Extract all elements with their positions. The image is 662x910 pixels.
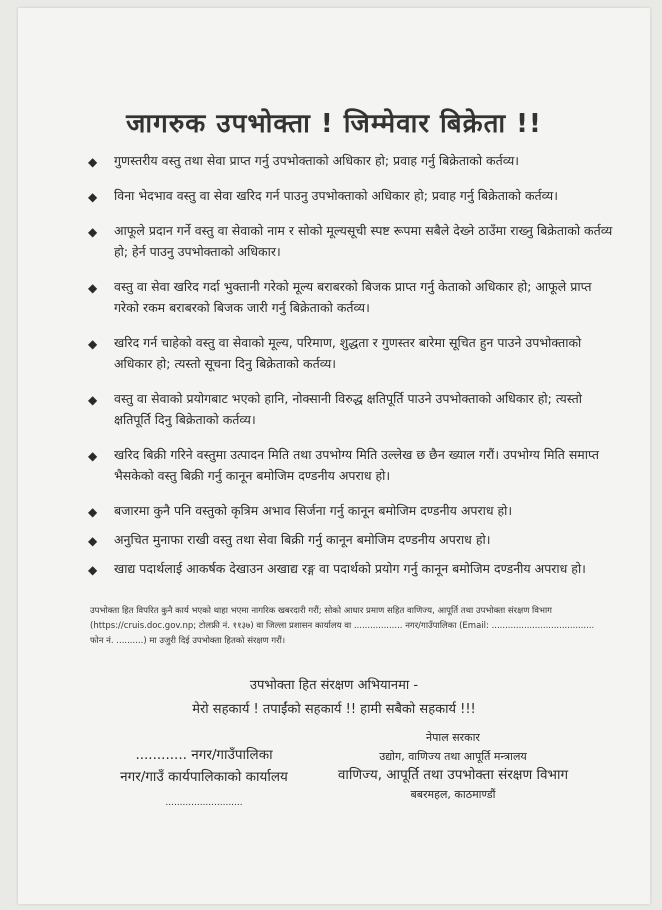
list-item [88, 220, 618, 262]
bullet-text: खाद्य पदार्थलाई आकर्षक देखाउन अखाद्य रङ्ग वा पदार्थको प्रयोग गर्नु कानून बमोजिम दण्डनीय अपराध हो। [114, 561, 586, 576]
diamond-bullet-icon: ◆ [88, 337, 98, 351]
govt-line-4: बबरमहल, काठमाण्डौं [410, 788, 496, 801]
office-name: नगर/गाउँ कार्यपालिकाको कार्यालय [120, 769, 288, 785]
municipality-name: ............ नगर/गाउँपालिका [135, 747, 273, 763]
govt-line-1: नेपाल सरकार [426, 731, 480, 744]
diamond-bullet-icon: ◆ [88, 155, 98, 169]
bullet-text: अनुचित मुनाफा राखी वस्तु तथा सेवा बिक्री गर्नु कानून बमोजिम दण्डनीय अपराध हो। [114, 532, 491, 547]
bullet-text: वस्तु वा सेवा खरिद गर्दा भुक्तानी गरेको मूल्य बराबरको बिजक प्राप्त गर्नु केताको अधिकार हो; आफूले प्राप्त गरेको रकम बराबरको बिजक जारी गर्नु बिक्रेताको कर्तव्य। [114, 279, 592, 315]
diamond-bullet-icon: ◆ [88, 190, 98, 204]
list-item [88, 332, 618, 374]
list-item [88, 500, 618, 521]
govt-line-3: वाणिज्य, आपूर्ति तथा उपभोक्ता संरक्षण विभाग [337, 767, 569, 783]
diamond-bullet-icon: ◆ [88, 281, 98, 295]
diamond-bullet-icon: ◆ [88, 393, 98, 407]
bullet-text: विना भेदभाव वस्तु वा सेवा खरिद गर्न पाउनु उपभोक्ताको अधिकार हो; प्रवाह गर्नु बिक्रेताको कर्तव्य। [114, 188, 558, 203]
page-title: जागरुक उपभोक्ता ! जिम्मेवार बिक्रेता !! [126, 109, 542, 139]
list-item [88, 558, 618, 579]
bullet-text: गुणस्तरीय वस्तु तथा सेवा प्राप्त गर्नु उपभोक्ताको अधिकार हो; प्रवाह गर्नु बिक्रेताको कर्तव्य। [114, 153, 520, 168]
diamond-bullet-icon: ◆ [88, 563, 98, 577]
list-item [88, 276, 618, 318]
bullet-text: वस्तु वा सेवाको प्रयोगबाट भएको हानि, नोक्सानी विरुद्ध क्षतिपूर्ति पाउने उपभोक्ताको अधिकार हो; त्यस्तो क्षतिपूर्ति दिनु बिक्रेताको कर्तव्य। [114, 391, 582, 427]
list-item [88, 388, 618, 430]
signature-dots: ........................... [165, 798, 243, 808]
campaign-line-2: मेरो सहकार्य ! तपाईंको सहकार्य !! हामी सबैको सहकार्य !!! [192, 702, 476, 717]
list-item [88, 150, 618, 171]
bullet-text: बजारमा कुनै पनि वस्तुको कृत्रिम अभाव सिर्जना गर्नु कानून बमोजिम दण्डनीय अपराध हो। [114, 503, 513, 518]
campaign-slogan [18, 674, 650, 722]
diamond-bullet-icon: ◆ [88, 449, 98, 463]
list-item [88, 444, 618, 486]
govt-line-2: उद्योग, वाणिज्य तथा आपूर्ति मन्त्रालय [379, 750, 527, 763]
bullet-text: खरिद बिक्री गरिने वस्तुमा उत्पादन मिति तथा उपभोग्य मिति उल्लेख छ छैन ख्याल गरौं। उपभोग्य मिति समाप्त भैसकेको वस्तु बिक्री गर्नु कानून बमोजिम दण्डनीय अपराध हो। [114, 447, 599, 483]
government-block [318, 728, 588, 804]
notice-sheet [18, 8, 650, 904]
bullet-text: आफूले प्रदान गर्ने वस्तु वा सेवाको नाम र सोको मूल्यसूची स्पष्ट रूपमा सबैले देख्ने ठाउँमा राख्नु बिक्रेताको कर्तव्य हो; हेर्न पाउनु उपभोक्ताको अधिकार। [114, 223, 613, 259]
complaint-note: उपभोक्ता हित विपरित कुनै कार्य भएको थाहा भएमा नागरिक खबरदारी गरौं; सोको आधार प्रमाण सहित वाणिज्य, आपूर्ति तथा उपभोक्ता संरक्षण विभाग (https://cruis.doc.gov.np; टोलफ्री नं. ११३७) वा जिल्ला प्रशासन कार्यालय वा .................. नगर/गाउँपालिका (Email: ...................................... फोन नं. ..........) मा उजुरी दिई उपभोक्ता हितको संरक्षण गरौं। [90, 606, 595, 646]
diamond-bullet-icon: ◆ [88, 505, 98, 519]
list-item [88, 529, 618, 550]
bullet-text: खरिद गर्न चाहेको वस्तु वा सेवाको मूल्य, परिमाण, शुद्धता र गुणस्तर बारेमा सूचित हुन पाउने उपभोक्ताको अधिकार हो; त्यस्तो सूचना दिनु बिक्रेताको कर्तव्य। [114, 335, 582, 371]
local-office-block [104, 744, 304, 818]
diamond-bullet-icon: ◆ [88, 534, 98, 548]
diamond-bullet-icon: ◆ [88, 225, 98, 239]
bullet-list [88, 150, 618, 593]
campaign-line-1: उपभोक्ता हित संरक्षण अभियानमा - [249, 678, 419, 693]
list-item [88, 185, 618, 206]
